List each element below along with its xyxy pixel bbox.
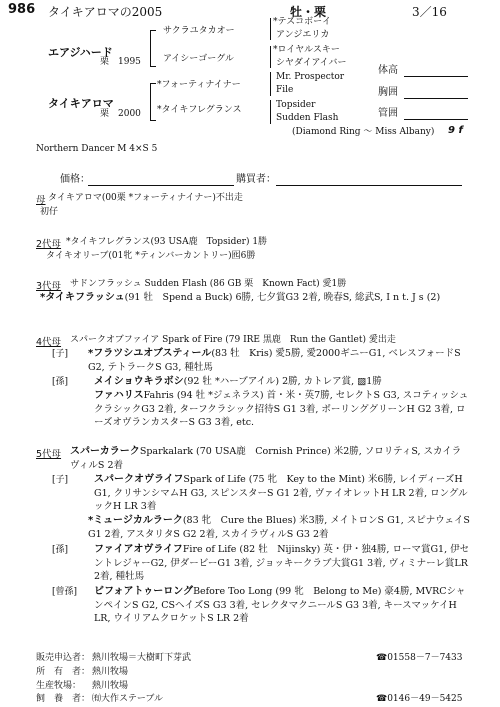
- breeder: 熱川牧場: [92, 681, 129, 691]
- dam-sire: *フォーティナイナー: [157, 80, 241, 90]
- dam-dam-dam: Sudden Flash: [276, 113, 339, 123]
- birth-date: 3／16: [412, 5, 447, 19]
- sire-dam: アイシーゴーグル: [163, 54, 234, 64]
- sire-dam-dam: シヤダイアイバー: [276, 58, 347, 68]
- price-label: 価格：: [60, 174, 90, 185]
- sire-info: 栗 1995: [100, 57, 141, 67]
- sire-sire: サクラユタカオー: [163, 26, 235, 36]
- third-dam-label: 3代母: [36, 281, 62, 292]
- keeper-label: 飼 養 者：: [36, 694, 91, 704]
- breeder-label: 生産牧場：: [36, 681, 82, 691]
- fourth-dam-child-1: *フラツシユオブスティール(83 牡 Kris) 愛5勝, 愛2000ギニーG1, ベレスフォードS G2, テトラークS G3, 種牡馬: [88, 348, 461, 373]
- height-label: 体高: [378, 65, 398, 76]
- fifth-dam-grandchild-1: ファイアオヴライフFire of Life (82 牡 Nijinsky) 英・伊・独4勝, ローマ賞G1, 伊セントレジャーG2, 伊ダービーG1 3着, ジョッキークラブ大賞G1 3着, ヴィミナーレ賞LR 2着, 種牡馬: [94, 544, 470, 582]
- cannon-label: 管囲: [378, 108, 398, 119]
- chest-label: 胸囲: [378, 87, 398, 98]
- fifth-dam-grandchild-tag: [孫]: [52, 545, 69, 555]
- sire-sire-dam: アンジエリカ: [276, 30, 330, 40]
- lot-number: 986: [8, 2, 36, 17]
- fifth-dam-child-tag: [子]: [52, 475, 69, 485]
- owner: 熱川牧場: [92, 667, 129, 677]
- inbreeding: Northern Dancer M 4×S 5: [36, 144, 158, 154]
- fourth-dam-grandchild-tag: [孫]: [52, 377, 69, 387]
- applicant-tel: ☎01558－7－7433: [376, 653, 463, 663]
- fifth-dam-label: 5代母: [36, 449, 62, 460]
- second-dam-text: *タイキフレグランス(93 USA鹿 Topsider) 1勝: [66, 237, 268, 247]
- applicant-label: 販売申込者：: [36, 653, 91, 663]
- dam-section-label: 母: [36, 195, 46, 206]
- sex-color: 牡・栗: [290, 5, 327, 19]
- third-dam-child: *タイキフラッシュ(91 牡 Spend a Buck) 6勝, 七夕賞G3 2着, 晩春S, 総武S, I n t. J s (2): [40, 292, 441, 303]
- sire-sire-sire: *テスコボーイ: [273, 17, 332, 27]
- fourth-dam-label: 4代母: [36, 337, 62, 348]
- sire-name: エアジハード: [48, 46, 113, 59]
- dam-section-sub: 初仔: [40, 207, 59, 217]
- fourth-dam-text: スパークオブファイア Spark of Fire (79 IRE 黒鹿 Run the Gantlet) 愛出走: [70, 335, 396, 345]
- keeper-tel: ☎0146－49－5425: [376, 694, 463, 704]
- second-dam-label: 2代母: [36, 239, 62, 250]
- fourth-dam-grandchild-1: メイショウキラボシ(92 牡 *ハーブアイル) 2勝, カトレア賞, ▨1勝: [94, 376, 382, 387]
- fourth-dam-grandchild-2: ファハリスFahris (94 牡 *ジェネラス) 首・米・英7勝, セレクトS G3, スコティッシュクラシックG3 2着, ターフクラシック招待S G1 3着, ボーリンググリーンH G2 3着, ローズオヴランカスターS G3 3着, etc.: [94, 390, 469, 428]
- second-dam-sub: タイキオリーブ(01牝 *ティンバーカントリー)囮6勝: [46, 251, 256, 261]
- fifth-dam-great-grandchild-tag: [曾孫]: [52, 587, 78, 597]
- third-dam-text: サドンフラッシュ Sudden Flash (86 GB 栗 Known Fact) 愛1勝: [70, 279, 347, 289]
- dam-sire-dam: File: [276, 85, 294, 95]
- sire-dam-sire: *ロイヤルスキー: [273, 45, 340, 55]
- fifth-dam-main: スパーカラークSparkalark (70 USA鹿 Cornish Prince) 米2勝, ソロリティS, スカイラヴィルS 2着: [70, 446, 462, 471]
- dam-section-text: タイキアロマ(00栗 *フォーティナイナー)不出走: [48, 193, 243, 203]
- dam-dam-sire: Topsider: [276, 100, 316, 110]
- third-dam-child-name: *タイキフラッシュ: [40, 292, 125, 303]
- dam-info: 栗 2000: [100, 109, 141, 119]
- family-note: (Diamond Ring ～ Miss Albany): [292, 127, 435, 137]
- keeper: ㈲大作ステーブル: [92, 694, 164, 704]
- horse-name: タイキアロマの2005: [48, 5, 163, 19]
- fifth-dam-child-2: *ミュージカルラーク(83 牝 Cure the Blues) 米3勝, メイトロンS G1, スピナウェイS G1 2着, アスタリタS G2 2着, スカイラヴィルS G3 2着: [88, 515, 470, 540]
- owner-label: 所 有 者：: [36, 667, 91, 677]
- buyer-label: 購買者：: [236, 174, 276, 185]
- family-number: 9 f: [448, 125, 463, 136]
- fifth-dam-great-grandchild-1: ビフォアトゥーロングBefore Too Long (99 牝 Belong to Me) 豪4勝, MVRCシャンペインS G2, CSヘイズS G3 3着, セレクタマクニールS G3 3着, キースマッケイH LR, ウイリアムクロケットS LR 2着: [94, 586, 466, 624]
- fifth-dam-child-1: スパークオヴライフSpark of Life (75 牝 Key to the Mint) 米6勝, レイディーズH G1, クリサンシマムH G3, スピンスターS G1 2着, ヴァイオレットH LR 2着, ロングルックH LR 3着: [94, 474, 468, 512]
- dam-sire-sire: Mr. Prospector: [276, 72, 345, 82]
- dam-name: タイキアロマ: [48, 97, 114, 110]
- fourth-dam-child-tag: [子]: [52, 349, 69, 359]
- applicant: 熱川牧場＝大樹町下芽武: [92, 653, 192, 663]
- dam-dam: *タイキフレグランス: [157, 105, 242, 115]
